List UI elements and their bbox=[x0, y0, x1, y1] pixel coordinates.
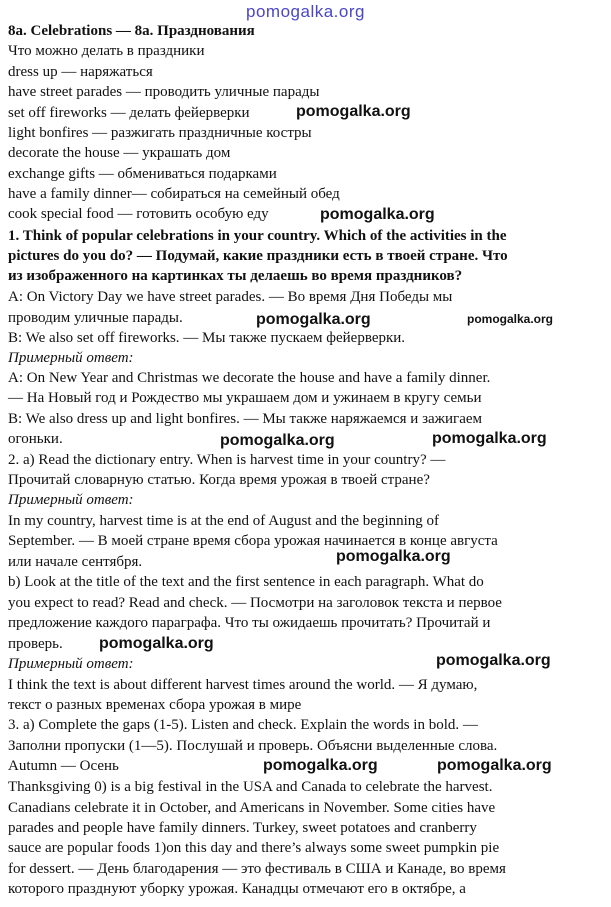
text-line: for dessert. — День благодарения — это фестиваль в США и Канаде, во время bbox=[8, 861, 506, 877]
text-line: I think the text is about different harvest times around the world. — Я думаю, bbox=[8, 677, 478, 693]
text-line: parades and people have family dinners. Turkey, sweet potatoes and cranberry bbox=[8, 820, 477, 836]
watermark: pomogalka.org bbox=[437, 757, 552, 774]
text-line: set off fireworks — делать фейерверки bbox=[8, 105, 250, 121]
text-line: decorate the house — украшать дом bbox=[8, 145, 231, 161]
watermark: pomogalka.org bbox=[256, 311, 371, 328]
watermark: pomogalka.org bbox=[467, 312, 554, 326]
sample-answer-label: Примерный ответ: bbox=[8, 350, 134, 366]
sample-answer-label: Примерный ответ: bbox=[8, 656, 134, 672]
text-line: проводим уличные парады. bbox=[8, 310, 183, 326]
text-line: In my country, harvest time is at the end of August and the beginning of bbox=[8, 513, 440, 529]
watermark: pomogalka.org bbox=[336, 548, 451, 565]
text-line: B: We also set off fireworks. — Мы также пускаем фейерверки. bbox=[8, 330, 406, 346]
text-line: предложение каждого параграфа. Что ты ожидаешь прочитать? Прочитай и bbox=[8, 615, 491, 631]
text-line: have a family dinner— собираться на семейный обед bbox=[8, 186, 340, 202]
text-line: или начале сентября. bbox=[8, 554, 143, 570]
text-line: A: On Victory Day we have street parades. — Во время Дня Победы мы bbox=[8, 289, 453, 305]
task-heading: 1. Think of popular celebrations in your country. Which of the activities in the bbox=[8, 228, 507, 244]
text-line: — На Новый год и Рождество мы украшаем дом и ужинаем в кругу семьи bbox=[8, 390, 482, 406]
text-line: 2. a) Read the dictionary entry. When is harvest time in your country? — bbox=[8, 452, 446, 468]
task-heading: pictures do you do? — Подумай, какие праздники есть в твоей стране. Что bbox=[8, 248, 508, 264]
text-line: A: On New Year and Christmas we decorate the house and have a family dinner. bbox=[8, 370, 491, 386]
text-line: Autumn — Осень bbox=[8, 758, 119, 774]
text-line: текст о разных временах сбора урожая в мире bbox=[8, 697, 302, 713]
text-line: Thanksgiving 0) is a big festival in the USA and Canada to celebrate the harvest. bbox=[8, 779, 493, 795]
text-line: sauce are popular foods 1)on this day and there’s always some sweet pumpkin pie bbox=[8, 840, 500, 856]
text-line: Прочитай словарную статью. Когда время урожая в твоей стране? bbox=[8, 472, 430, 488]
watermark: pomogalka.org bbox=[320, 206, 435, 223]
text-line: проверь. bbox=[8, 636, 63, 652]
section-title: 8a. Celebrations — 8a. Празднования bbox=[8, 23, 255, 39]
watermark: pomogalka.org bbox=[432, 430, 547, 447]
text-line: B: We also dress up and light bonfires. — Мы также наряжаемся и зажигаем bbox=[8, 411, 483, 427]
header-watermark: pomogalka.org bbox=[246, 2, 365, 21]
text-line: you expect to read? Read and check. — Посмотри на заголовок текста и первое bbox=[8, 595, 502, 611]
watermark: pomogalka.org bbox=[220, 432, 335, 449]
text-line: 3. a) Complete the gaps (1-5). Listen and check. Explain the words in bold. — bbox=[8, 717, 478, 733]
watermark: pomogalka.org bbox=[99, 635, 214, 652]
text-line: have street parades — проводить уличные парады bbox=[8, 84, 320, 100]
text-line: light bonfires — разжигать праздничные костры bbox=[8, 125, 312, 141]
text-line: September. — В моей стране время сбора урожая начинается в конце августа bbox=[8, 533, 498, 549]
text-line: Заполни пропуски (1—5). Послушай и проверь. Объясни выделенные слова. bbox=[8, 738, 498, 754]
text-line: dress up — наряжаться bbox=[8, 64, 153, 80]
text-line: exchange gifts — обмениваться подарками bbox=[8, 166, 277, 182]
watermark: pomogalka.org bbox=[436, 652, 551, 669]
watermark: pomogalka.org bbox=[263, 757, 378, 774]
text-line: которого празднуют уборку урожая. Канадцы отмечают его в октябре, а bbox=[8, 881, 466, 897]
text-line: b) Look at the title of the text and the first sentence in each paragraph. What do bbox=[8, 574, 484, 590]
text-line: cook special food — готовить особую еду bbox=[8, 206, 269, 222]
watermark: pomogalka.org bbox=[296, 103, 411, 120]
task-heading: из изображенного на картинках ты делаешь во время праздников? bbox=[8, 268, 463, 284]
text-line: огоньки. bbox=[8, 431, 63, 447]
sample-answer-label: Примерный ответ: bbox=[8, 492, 134, 508]
text-line: Canadians celebrate it in October, and Americans in November. Some cities have bbox=[8, 800, 496, 816]
text-line: Что можно делать в праздники bbox=[8, 43, 205, 59]
